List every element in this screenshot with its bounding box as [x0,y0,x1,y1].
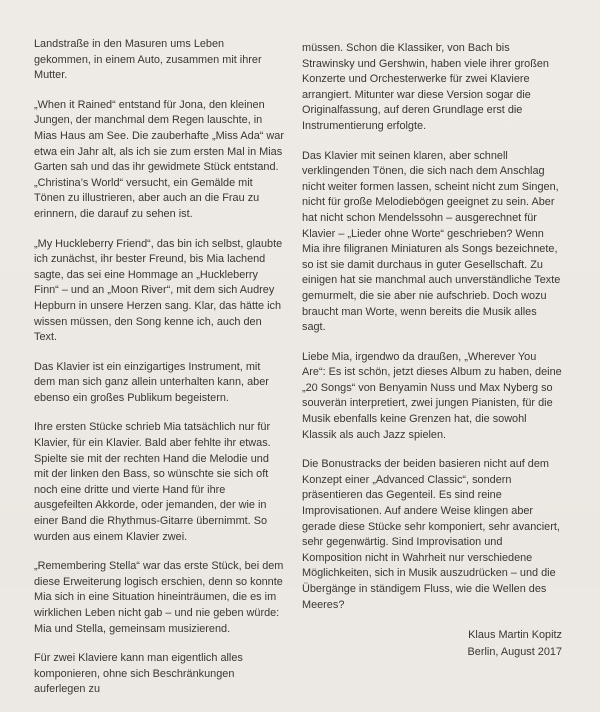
paragraph: müssen. Schon die Klassiker, von Bach bis Strawinsky und Gershwin, haben viele ihrer großen Konzerte und Orchesterwerke für zwei Klaviere arrangiert. Mitunter war diese Version sogar die Originalfassung, auf deren Grundlage erst die Instrumentierung erfolgte. [302,42,549,132]
left-text-column [34,37,284,712]
paragraph: Ihre ersten Stücke schrieb Mia tatsächlich nur für Klavier, für ein Klavier. Bald aber fehlte ihr etwas. Spielte sie mit der rechten Hand die Melodie und mit der linken den Bass, so wünschte sie sich oft noch eine dritte und vierte Hand für ihre ausgefeilten Akkorde, oder jemanden, der wie in einer Band die Rhythmus-Gitarre übernimmt. So wurden aus einem Klavier zwei. [34,421,271,543]
paragraph: Die Bonustracks der beiden basieren nicht auf dem Konzept einer „Advanced Classic“, sondern präsentieren das Gegenteil. Es sind reine Improvisationen. Auf andere Weise klingen aber gerade diese Stücke sehr komponiert, sehr avanciert, sehr gegenwärtig. Sind Improvisation und Komposition nicht in Wahrheit nur verschiedene Möglichkeiten, sich in Musik auszudrücken – und die Übergänge in ständigem Fluss, wie die Wellen des Meeres? [302,458,560,611]
paragraph: Landstraße in den Masuren ums Leben gekommen, in einem Auto, zusammen mit ihrer Mutter. [34,38,262,82]
author-name: Klaus Martin Kopitz [468,629,562,642]
paragraph: „My Huckleberry Friend“, das bin ich selbst, glaubte ich zunächst, ihr bester Freund, bis Mia lachend sagte, das sei eine Hommage an „Huckleberry Finn“ – und an „Moon River“, mit dem sich Audrey Hepburn in unsere Herzen sang. Klar, das hätte ich wissen müssen, den Song kenne ich, auch den Text. [34,237,283,344]
place-date: Berlin, August 2017 [467,645,562,658]
paragraph: „Remembering Stella“ war das erste Stück, bei dem diese Erweiterung logisch erschien, denn so konnte Mia sich in eine Situation hineinträumen, die es im wirklichen Leben nicht gab – und nie geben würde: Mia und Stella, gemeinsam musizierend. [34,560,284,635]
paragraph: „When it Rained“ entstand für Jona, den kleinen Jungen, der manchmal dem Regen lauschte, in Mias Haus am See. Die zauberhafte „Miss Ada“ war etwa ein Jahr alt, als ich sie zum ersten Mal in Mias Garten sah und das ihr gewidmete Stück entstand. „Christina’s World“ versucht, ein Gemälde mit Tönen zu illustrieren, aber auch an die Frau zu erinnern, die darauf zu sehen ist. [34,98,284,220]
author-signature [302,627,562,660]
right-text-column [302,41,562,660]
paragraph: Für zwei Klaviere kann man eigentlich alles komponieren, ohne sich Beschränkungen auferlegen zu [34,652,243,696]
paragraph: Das Klavier mit seinen klaren, aber schnell verklingenden Tönen, die sich nach dem Anschlag nicht weiter formen lassen, scheint nicht zum Singen, nicht für große Melodiebögen geeignet zu sein. Aber hat nicht schon Mendelssohn – ausgerechnet für Klavier – „Lieder ohne Worte“ geschrieben? Wenn Mia ihre filigranen Miniaturen als Songs bezeichnete, so ist sie damit durchaus in guter Gesellschaft. Zu einigen hat sie manchmal auch unverständliche Texte gemurmelt, die sie aber nie aufschrieb. Doch wozu braucht man Worte, wenn bereits die Musik alles sagt. [302,149,561,334]
paragraph: Das Klavier ist ein einzigartiges Instrument, mit dem man sich ganz allein unterhalten kann, aber ebenso ein großes Publikum begeistern. [34,360,269,404]
paragraph: Liebe Mia, irgendwo da draußen, „Wherever You Are“: Es ist schön, jetzt dieses Album zu haben, deine „20 Songs“ von Benyamin Nuss und Max Nyberg so souverän interpretiert, zwei jungen Pianisten, für die Musik ebenfalls keine Grenzen hat, die sowohl Klassik als auch Jazz spielen. [302,350,562,441]
